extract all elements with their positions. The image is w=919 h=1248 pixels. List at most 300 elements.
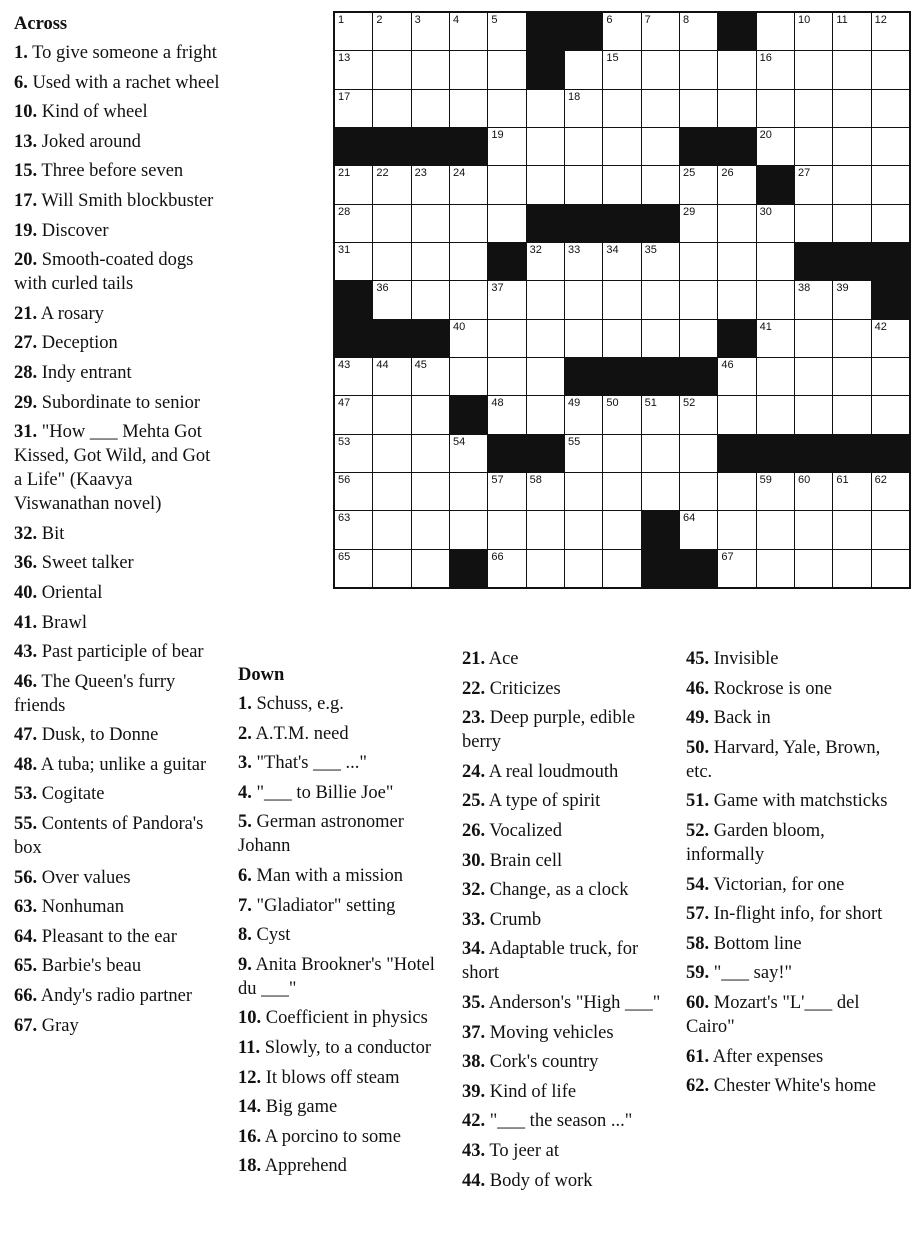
- clue-item: [462, 1021, 672, 1045]
- grid-cell[interactable]: [565, 243, 602, 280]
- grid-cell[interactable]: [450, 51, 487, 88]
- grid-cell[interactable]: [450, 281, 487, 318]
- grid-cell[interactable]: [450, 435, 487, 472]
- grid-cell[interactable]: [488, 205, 525, 242]
- grid-cell[interactable]: [412, 435, 449, 472]
- grid-cell[interactable]: [795, 396, 832, 433]
- grid-cell[interactable]: [795, 128, 832, 165]
- grid-cell[interactable]: [680, 166, 717, 203]
- grid-cell[interactable]: [527, 550, 564, 587]
- grid-cell[interactable]: [412, 205, 449, 242]
- clue-number-label: 17.: [14, 190, 38, 211]
- clue-number-label: 63.: [14, 897, 38, 918]
- clue-number: 13: [338, 52, 351, 65]
- clue-text: Anderson's "High ___": [488, 992, 661, 1013]
- grid-cell[interactable]: [488, 166, 525, 203]
- clue-number-label: 32.: [14, 523, 38, 544]
- grid-cell[interactable]: [718, 90, 755, 127]
- clue-text: In-flight info, for short: [713, 904, 883, 925]
- grid-cell[interactable]: [718, 396, 755, 433]
- clue-text: Harvard, Yale, Brown, etc.: [686, 737, 881, 782]
- grid-cell[interactable]: [718, 205, 755, 242]
- grid-cell[interactable]: [603, 128, 640, 165]
- grid-cell[interactable]: [872, 128, 909, 165]
- grid-cell[interactable]: [642, 13, 679, 50]
- black-square: [757, 166, 794, 203]
- grid-cell[interactable]: [795, 166, 832, 203]
- black-square: [412, 320, 449, 357]
- grid-cell[interactable]: [335, 435, 372, 472]
- grid-cell[interactable]: [527, 473, 564, 510]
- grid-cell[interactable]: [603, 281, 640, 318]
- black-square: [450, 550, 487, 587]
- clue-item: [462, 908, 672, 932]
- clue-text: "___ the season ...": [489, 1111, 633, 1132]
- grid-cell[interactable]: [718, 550, 755, 587]
- grid-cell[interactable]: [833, 281, 870, 318]
- grid-cell[interactable]: [412, 51, 449, 88]
- black-square: [872, 281, 909, 318]
- grid-cell[interactable]: [450, 320, 487, 357]
- clue-item: [462, 760, 672, 784]
- grid-cell[interactable]: [603, 511, 640, 548]
- grid-cell[interactable]: [335, 511, 372, 548]
- grid-cell[interactable]: [872, 511, 909, 548]
- grid-cell[interactable]: [527, 166, 564, 203]
- clue-number: 43: [338, 358, 351, 371]
- grid-cell[interactable]: [527, 511, 564, 548]
- grid-cell[interactable]: [795, 550, 832, 587]
- grid-cell[interactable]: [527, 90, 564, 127]
- grid-cell[interactable]: [450, 13, 487, 50]
- grid-cell[interactable]: [450, 205, 487, 242]
- clue-text: Sweet talker: [41, 553, 134, 574]
- grid-cell[interactable]: [718, 281, 755, 318]
- clue-number-label: 53.: [14, 784, 38, 805]
- grid-cell[interactable]: [412, 396, 449, 433]
- clue-number-label: 16.: [238, 1126, 262, 1147]
- clue-number-label: 66.: [14, 986, 38, 1007]
- down-clues-column-3: [686, 647, 906, 1104]
- grid-cell[interactable]: [757, 511, 794, 548]
- clue-number: 26: [721, 167, 734, 180]
- clue-text: To jeer at: [489, 1140, 560, 1161]
- clue-item: [14, 723, 220, 747]
- black-square: [527, 13, 564, 50]
- grid-cell[interactable]: [833, 128, 870, 165]
- clue-number: 58: [529, 473, 542, 486]
- grid-cell[interactable]: [833, 320, 870, 357]
- grid-cell[interactable]: [642, 435, 679, 472]
- clue-number: 46: [721, 358, 734, 371]
- grid-cell[interactable]: [565, 281, 602, 318]
- grid-cell[interactable]: [872, 550, 909, 587]
- grid-cell[interactable]: [718, 358, 755, 395]
- down-clues-column-2: [462, 647, 672, 1198]
- grid-cell[interactable]: [603, 166, 640, 203]
- clue-number: 3: [414, 14, 421, 26]
- clue-number: 36: [376, 282, 389, 295]
- black-square: [795, 243, 832, 280]
- grid-cell[interactable]: [872, 51, 909, 88]
- grid-cell[interactable]: [680, 205, 717, 242]
- clue-number: 15: [606, 52, 619, 65]
- grid-cell[interactable]: [757, 243, 794, 280]
- clue-item: [686, 873, 906, 897]
- grid-cell[interactable]: [872, 205, 909, 242]
- clue-number: 48: [491, 397, 504, 410]
- grid-cell[interactable]: [412, 473, 449, 510]
- grid-cell[interactable]: [412, 358, 449, 395]
- grid-cell[interactable]: [795, 205, 832, 242]
- grid-cell[interactable]: [565, 51, 602, 88]
- clue-number-label: 54.: [686, 874, 710, 895]
- clue-item: [14, 611, 220, 635]
- down-clue-list-2: [462, 647, 672, 1193]
- grid-cell[interactable]: [680, 51, 717, 88]
- grid-cell[interactable]: [527, 128, 564, 165]
- across-heading: Across: [14, 14, 68, 34]
- grid-cell[interactable]: [488, 550, 525, 587]
- grid-cell[interactable]: [642, 281, 679, 318]
- grid-cell[interactable]: [872, 396, 909, 433]
- grid-cell[interactable]: [565, 128, 602, 165]
- grid-cell[interactable]: [757, 205, 794, 242]
- grid-cell[interactable]: [565, 320, 602, 357]
- clue-item: [14, 581, 220, 605]
- grid-cell[interactable]: [373, 358, 410, 395]
- black-square: [527, 205, 564, 242]
- clue-number: 30: [759, 205, 772, 218]
- grid-cell[interactable]: [412, 243, 449, 280]
- clue-item: [14, 753, 220, 777]
- grid-cell[interactable]: [412, 281, 449, 318]
- clue-number: 21: [338, 167, 351, 180]
- grid-cell[interactable]: [373, 243, 410, 280]
- clue-number: 64: [682, 512, 696, 525]
- grid-cell[interactable]: [527, 243, 564, 280]
- grid-cell[interactable]: [603, 90, 640, 127]
- clue-text: "That's ___ ...": [256, 753, 367, 774]
- grid-cell[interactable]: [488, 358, 525, 395]
- grid-cell[interactable]: [757, 396, 794, 433]
- clue-text: Nonhuman: [41, 897, 124, 918]
- clue-item: [14, 130, 220, 154]
- clue-text: Bit: [41, 523, 65, 544]
- grid-cell[interactable]: [757, 90, 794, 127]
- grid-cell[interactable]: [565, 166, 602, 203]
- grid-cell[interactable]: [373, 13, 410, 50]
- grid-cell[interactable]: [642, 473, 679, 510]
- grid-cell[interactable]: [718, 51, 755, 88]
- grid-cell[interactable]: [527, 281, 564, 318]
- grid-cell[interactable]: [757, 128, 794, 165]
- grid-cell[interactable]: [373, 281, 410, 318]
- grid-cell[interactable]: [527, 396, 564, 433]
- clue-item: [462, 1050, 672, 1074]
- black-square: [642, 550, 679, 587]
- black-square: [450, 396, 487, 433]
- clue-item: [238, 1154, 443, 1178]
- clue-item: [462, 706, 672, 754]
- clue-number-label: 25.: [462, 791, 486, 812]
- grid-cell[interactable]: [373, 396, 410, 433]
- grid-cell[interactable]: [335, 550, 372, 587]
- clue-item: [686, 932, 906, 956]
- grid-cell[interactable]: [642, 243, 679, 280]
- clue-number: 4: [452, 14, 460, 26]
- clue-number: 18: [567, 90, 581, 103]
- grid-cell[interactable]: [373, 550, 410, 587]
- grid-cell[interactable]: [335, 205, 372, 242]
- clue-item: [686, 1074, 906, 1098]
- clue-number-label: 45.: [686, 649, 710, 669]
- grid-cell[interactable]: [680, 13, 717, 50]
- grid-cell[interactable]: [642, 128, 679, 165]
- grid-cell[interactable]: [373, 90, 410, 127]
- clue-number-label: 1.: [14, 43, 28, 63]
- grid-cell[interactable]: [757, 281, 794, 318]
- grid-cell[interactable]: [488, 511, 525, 548]
- grid-cell[interactable]: [450, 358, 487, 395]
- clue-text: Criticizes: [489, 678, 561, 699]
- grid-cell[interactable]: [450, 473, 487, 510]
- grid-cell[interactable]: [872, 473, 909, 510]
- grid-cell[interactable]: [373, 435, 410, 472]
- grid-cell[interactable]: [872, 166, 909, 203]
- black-square: [642, 205, 679, 242]
- grid-cell[interactable]: [412, 90, 449, 127]
- grid-cell[interactable]: [412, 166, 449, 203]
- grid-cell[interactable]: [872, 358, 909, 395]
- grid-cell[interactable]: [488, 320, 525, 357]
- clue-text: Victorian, for one: [713, 874, 845, 895]
- clue-number-label: 38.: [462, 1052, 486, 1073]
- clue-item: [14, 189, 220, 213]
- grid-cell[interactable]: [680, 90, 717, 127]
- grid-cell[interactable]: [373, 51, 410, 88]
- grid-cell[interactable]: [680, 435, 717, 472]
- grid-cell[interactable]: [373, 473, 410, 510]
- grid-cell[interactable]: [565, 473, 602, 510]
- grid-cell[interactable]: [833, 205, 870, 242]
- grid-cell[interactable]: [603, 243, 640, 280]
- grid-cell[interactable]: [757, 13, 794, 50]
- clue-item: [686, 789, 906, 813]
- grid-cell[interactable]: [335, 473, 372, 510]
- clue-number: 57: [491, 473, 504, 486]
- clue-number: 27: [797, 167, 811, 180]
- grid-cell[interactable]: [833, 90, 870, 127]
- clue-number: 33: [567, 243, 581, 256]
- grid-cell[interactable]: [872, 320, 909, 357]
- grid-cell[interactable]: [833, 13, 870, 50]
- grid-cell[interactable]: [718, 473, 755, 510]
- clue-number-label: 43.: [14, 642, 38, 663]
- grid-cell[interactable]: [603, 550, 640, 587]
- clue-number: 35: [644, 243, 657, 256]
- grid-cell[interactable]: [680, 243, 717, 280]
- grid-cell[interactable]: [488, 51, 525, 88]
- clue-number-label: 64.: [14, 926, 38, 947]
- clue-text: Game with matchsticks: [713, 791, 888, 812]
- across-clues: [14, 12, 220, 1043]
- clue-number: 47: [338, 397, 351, 410]
- grid-cell[interactable]: [450, 166, 487, 203]
- grid-cell[interactable]: [757, 358, 794, 395]
- grid-cell[interactable]: [642, 166, 679, 203]
- clue-text: Past participle of bear: [41, 642, 204, 663]
- clue-number-label: 28.: [14, 362, 38, 383]
- clue-text: A rosary: [40, 303, 104, 324]
- grid-cell[interactable]: [335, 166, 372, 203]
- grid-cell[interactable]: [872, 13, 909, 50]
- grid-cell[interactable]: [603, 435, 640, 472]
- clue-text: Gray: [41, 1015, 79, 1036]
- grid-cell[interactable]: [680, 281, 717, 318]
- clue-text: Schuss, e.g.: [256, 694, 344, 714]
- grid-cell[interactable]: [603, 396, 640, 433]
- grid-cell[interactable]: [603, 320, 640, 357]
- grid-cell[interactable]: [642, 320, 679, 357]
- clue-number: 56: [338, 473, 351, 486]
- clue-number: 25: [682, 167, 696, 180]
- grid-cell[interactable]: [603, 51, 640, 88]
- grid-cell[interactable]: [642, 396, 679, 433]
- grid-cell[interactable]: [833, 550, 870, 587]
- grid-cell[interactable]: [488, 90, 525, 127]
- clue-number-label: 30.: [462, 850, 486, 871]
- grid-cell[interactable]: [335, 13, 372, 50]
- grid-cell[interactable]: [488, 281, 525, 318]
- grid-cell[interactable]: [795, 320, 832, 357]
- grid-cell[interactable]: [795, 51, 832, 88]
- grid-cell[interactable]: [565, 550, 602, 587]
- grid-cell[interactable]: [718, 511, 755, 548]
- grid-cell[interactable]: [527, 358, 564, 395]
- clue-number-label: 13.: [14, 131, 38, 152]
- grid-cell[interactable]: [450, 243, 487, 280]
- grid-cell[interactable]: [680, 511, 717, 548]
- grid-cell[interactable]: [335, 396, 372, 433]
- grid-cell[interactable]: [795, 90, 832, 127]
- clue-number-label: 36.: [14, 553, 38, 574]
- grid-cell[interactable]: [335, 51, 372, 88]
- grid-cell[interactable]: [412, 13, 449, 50]
- grid-cell[interactable]: [718, 243, 755, 280]
- clue-item: [686, 819, 906, 867]
- black-square: [565, 13, 602, 50]
- black-square: [603, 205, 640, 242]
- grid-cell[interactable]: [795, 473, 832, 510]
- grid-cell[interactable]: [335, 358, 372, 395]
- grid-cell[interactable]: [833, 166, 870, 203]
- grid-cell[interactable]: [565, 396, 602, 433]
- black-square: [680, 550, 717, 587]
- grid-cell[interactable]: [488, 396, 525, 433]
- clue-text: Brain cell: [489, 850, 563, 871]
- clue-number: 6: [606, 14, 613, 26]
- grid-cell[interactable]: [565, 511, 602, 548]
- grid-cell[interactable]: [488, 128, 525, 165]
- grid-cell[interactable]: [680, 396, 717, 433]
- clue-item: [462, 1169, 672, 1193]
- clue-text: Body of work: [489, 1170, 593, 1191]
- grid-cell[interactable]: [642, 90, 679, 127]
- clue-text: Invisible: [713, 649, 779, 669]
- clue-number-label: 32.: [462, 880, 486, 901]
- clue-number-label: 55.: [14, 814, 38, 835]
- grid-cell[interactable]: [795, 511, 832, 548]
- grid-cell[interactable]: [488, 13, 525, 50]
- grid-cell[interactable]: [603, 13, 640, 50]
- grid-cell[interactable]: [795, 281, 832, 318]
- grid-cell[interactable]: [373, 166, 410, 203]
- clue-number: 50: [606, 397, 619, 410]
- clue-number: 20: [759, 128, 772, 141]
- clue-item: [238, 722, 443, 746]
- grid-cell[interactable]: [412, 550, 449, 587]
- grid-cell[interactable]: [757, 51, 794, 88]
- black-square: [603, 358, 640, 395]
- grid-cell[interactable]: [833, 358, 870, 395]
- clue-text: Anita Brookner's "Hotel du ___": [238, 954, 435, 999]
- clue-text: The Queen's furry friends: [14, 671, 176, 716]
- grid-cell[interactable]: [527, 320, 564, 357]
- grid-cell[interactable]: [757, 320, 794, 357]
- grid-cell[interactable]: [833, 473, 870, 510]
- clue-text: Used with a rachet wheel: [32, 72, 220, 93]
- grid-cell[interactable]: [565, 90, 602, 127]
- grid-cell[interactable]: [335, 90, 372, 127]
- grid-cell[interactable]: [757, 550, 794, 587]
- clue-number: 39: [836, 282, 849, 295]
- grid-cell[interactable]: [373, 511, 410, 548]
- grid-cell[interactable]: [565, 435, 602, 472]
- grid-cell[interactable]: [795, 358, 832, 395]
- clue-text: Moving vehicles: [489, 1022, 614, 1043]
- clue-number: 31: [338, 243, 351, 256]
- clue-item: [686, 991, 906, 1039]
- clue-number-label: 35.: [462, 992, 486, 1013]
- clue-number: 5: [491, 14, 498, 26]
- grid-cell[interactable]: [642, 51, 679, 88]
- clue-text: After expenses: [712, 1046, 824, 1067]
- clue-item: [238, 1095, 443, 1119]
- grid-cell[interactable]: [680, 473, 717, 510]
- grid-cell[interactable]: [718, 166, 755, 203]
- grid-cell[interactable]: [603, 473, 640, 510]
- clue-item: [14, 670, 220, 718]
- grid-cell[interactable]: [795, 13, 832, 50]
- grid-cell[interactable]: [757, 473, 794, 510]
- grid-cell[interactable]: [373, 205, 410, 242]
- grid-cell[interactable]: [833, 511, 870, 548]
- clue-item: [238, 1066, 443, 1090]
- grid-cell[interactable]: [450, 511, 487, 548]
- grid-cell[interactable]: [833, 51, 870, 88]
- grid-cell[interactable]: [335, 243, 372, 280]
- grid-cell[interactable]: [872, 90, 909, 127]
- grid-cell[interactable]: [833, 396, 870, 433]
- black-square: [412, 128, 449, 165]
- clue-number: 38: [797, 282, 811, 295]
- clue-number: 16: [759, 52, 772, 65]
- grid-cell[interactable]: [680, 320, 717, 357]
- grid-cell[interactable]: [412, 511, 449, 548]
- grid-cell[interactable]: [488, 473, 525, 510]
- grid-cell[interactable]: [450, 90, 487, 127]
